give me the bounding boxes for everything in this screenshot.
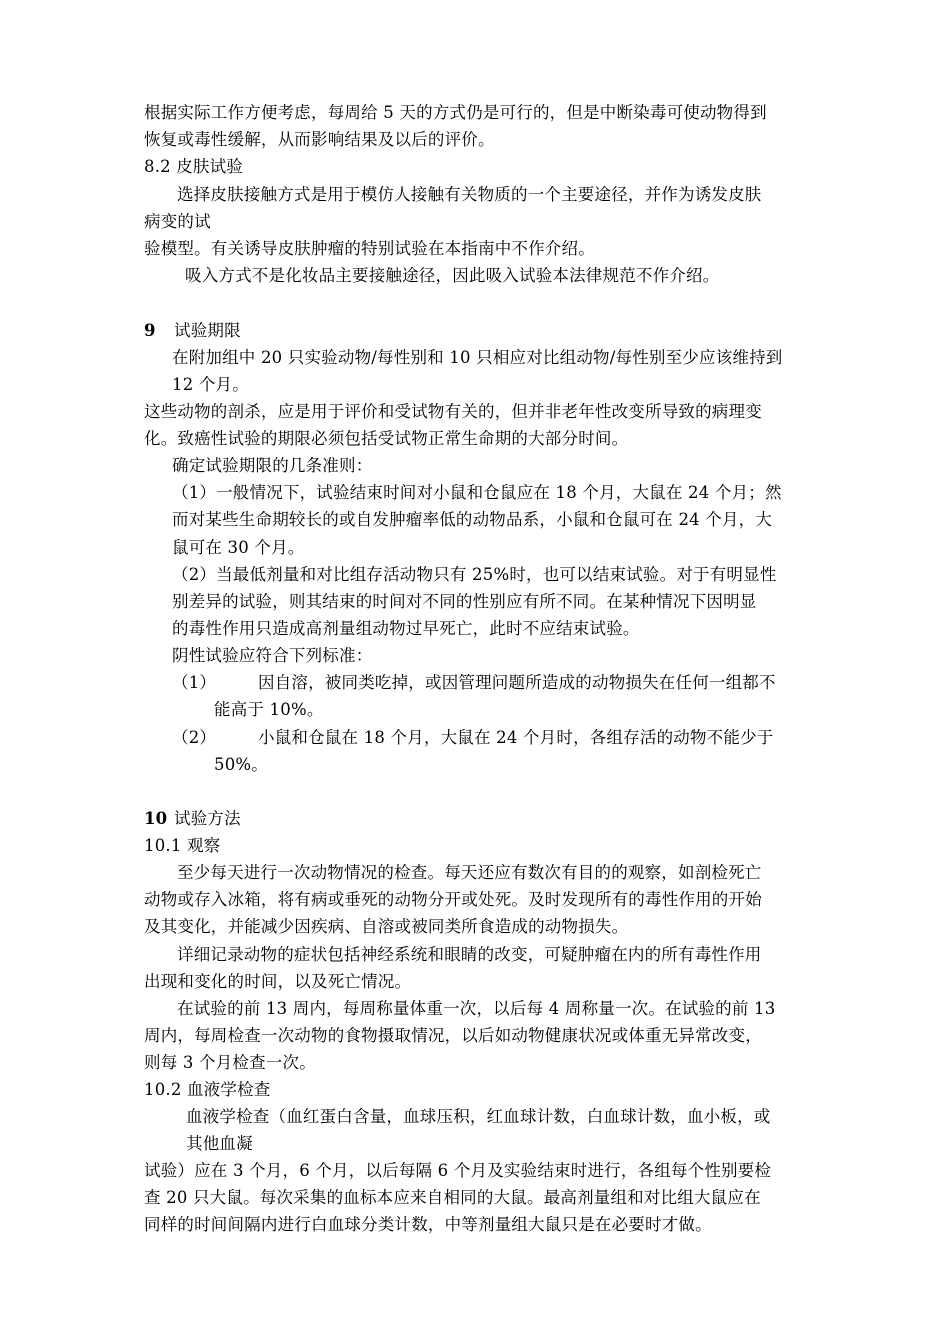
- list-number: （1）: [172, 673, 217, 692]
- paragraph-line: 试验）应在 3 个月，6 个月，以后每隔 6 个月及实验结束时进行，各组每个性别要检: [144, 1161, 772, 1180]
- paragraph-line: 在试验的前 13 周内，每周称量体重一次，以后每 4 周称量一次。在试验的前 13: [177, 999, 776, 1018]
- paragraph-line: 同样的时间间隔内进行白血球分类计数，中等剂量组大鼠只是在必要时才做。: [144, 1215, 712, 1234]
- list-number: （2）: [172, 728, 217, 747]
- paragraph-line: 详细记录动物的症状包括神经系统和眼睛的改变，可疑肿瘤在内的所有毒性作用: [177, 945, 762, 964]
- paragraph-line: 查 20 只大鼠。每次采集的血标本应来自相同的大鼠。最高剂量组和对比组大鼠应在: [144, 1188, 761, 1207]
- section-number-9: 9: [144, 321, 156, 340]
- paragraph-line: 确定试验期限的几条准则：: [172, 456, 373, 475]
- paragraph-line: 吸入方式不是化妆品主要接触途径，因此吸入试验本法律规范不作介绍。: [185, 266, 720, 285]
- paragraph-line: 周内，每周检查一次动物的食物摄取情况，以后如动物健康状况或体重无异常改变，: [144, 1026, 762, 1045]
- section-number-10: 10: [144, 809, 168, 828]
- paragraph-line: 血液学检查（血红蛋白含量，血球压积，红血球计数，白血球计数，血小板，或: [186, 1107, 771, 1126]
- paragraph-line: 病变的试: [144, 212, 211, 231]
- paragraph-line: 至少每天进行一次动物情况的检查。每天还应有数次有目的的观察，如剖检死亡: [177, 863, 762, 882]
- paragraph-line: 选择皮肤接触方式是用于模仿人接触有关物质的一个主要途径，并作为诱发皮肤: [177, 185, 762, 204]
- list-item-line: 而对某些生命期较长的或自发肿瘤率低的动物品系，小鼠和仓鼠可在 24 个月，大: [172, 510, 773, 529]
- section-title-9: 试验期限: [174, 321, 241, 340]
- paragraph-line: 这些动物的剖杀，应是用于评价和受试物有关的，但并非老年性改变所导致的病理变: [144, 402, 762, 421]
- paragraph-line: 验模型。有关诱导皮肤肿瘤的特别试验在本指南中不作介绍。: [144, 239, 595, 258]
- list-item-line: 能高于 10%。: [214, 700, 324, 719]
- list-item-line: 因自溶，被同类吃掉，或因管理问题所造成的动物损失在任何一组都不: [258, 673, 776, 692]
- paragraph-line: 根据实际工作方便考虑，每周给 5 天的方式仍是可行的，但是中断染毒可使动物得到: [144, 103, 767, 122]
- paragraph-line: 在附加组中 20 只实验动物/每性别和 10 只相应对比组动物/每性别至少应该维持到: [172, 348, 783, 367]
- list-item-line: （1）一般情况下，试验结束时间对小鼠和仓鼠应在 18 个月，大鼠在 24 个月；然: [172, 483, 782, 502]
- paragraph-line: 动物或存入冰箱，将有病或垂死的动物分开或处死。及时发现所有的毒性作用的开始: [144, 890, 762, 909]
- list-item-line: 的毒性作用只造成高剂量组动物过早死亡，此时不应结束试验。: [172, 619, 640, 638]
- section-heading-10-1: 10.1 观察: [144, 836, 221, 855]
- section-heading-8-2: 8.2 皮肤试验: [144, 157, 244, 176]
- list-item-line: 鼠可在 30 个月。: [172, 538, 305, 557]
- list-item-line: 小鼠和仓鼠在 18 个月，大鼠在 24 个月时，各组存活的动物不能少于: [258, 728, 774, 747]
- paragraph-line: 其他血凝: [186, 1134, 253, 1153]
- section-heading-10-2: 10.2 血液学检查: [144, 1080, 271, 1099]
- paragraph-line: 出现和变化的时间，以及死亡情况。: [144, 972, 412, 991]
- list-item-line: 别差异的试验，则其结束的时间对不同的性别应有所不同。在某种情况下因明显: [172, 592, 757, 611]
- paragraph-line: 及其变化，并能减少因疾病、自溶或被同类所食造成的动物损失。: [144, 917, 629, 936]
- list-item-line: （2）当最低剂量和对比组存活动物只有 25%时，也可以结束试验。对于有明显性: [172, 565, 777, 584]
- paragraph-line: 12 个月。: [172, 375, 249, 394]
- paragraph-line: 恢复或毒性缓解，从而影响结果及以后的评价。: [144, 130, 495, 149]
- list-item-line: 50%。: [214, 755, 268, 774]
- paragraph-line: 化。致癌性试验的期限必须包括受试物正常生命期的大部分时间。: [144, 429, 629, 448]
- paragraph-line: 阴性试验应符合下列标准：: [172, 646, 373, 665]
- paragraph-line: 则每 3 个月检查一次。: [144, 1053, 316, 1072]
- section-title-10: 试验方法: [174, 809, 241, 828]
